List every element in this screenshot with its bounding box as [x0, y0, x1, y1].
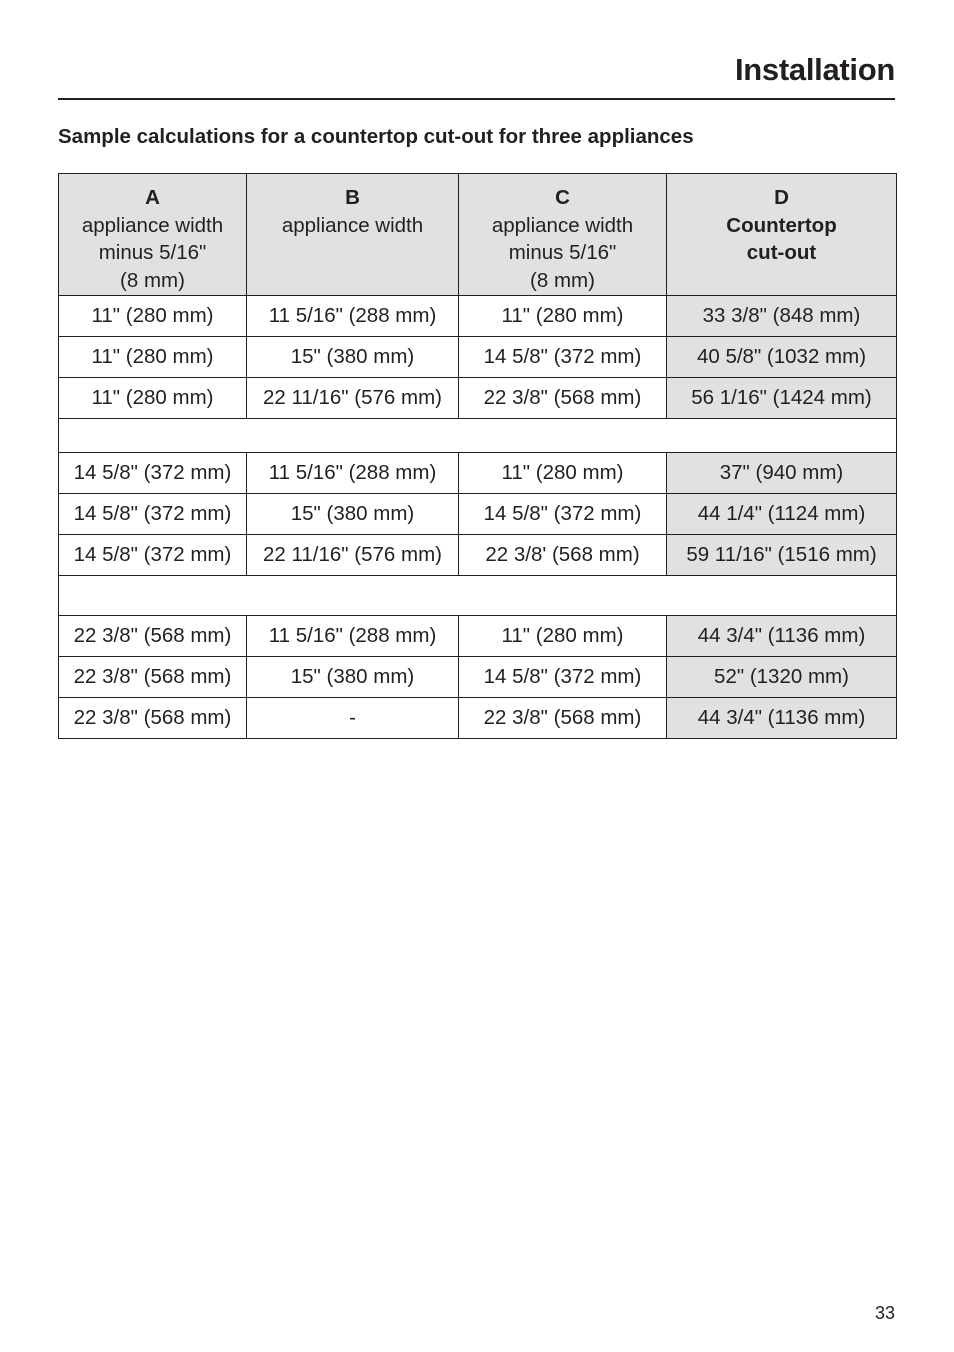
table-cell: 22 3/8" (568 mm)	[459, 378, 667, 419]
table-row	[59, 337, 897, 378]
column-header-d	[667, 174, 897, 296]
column-description-line: (8 mm)	[120, 268, 185, 292]
table-row	[59, 494, 897, 535]
cutout-cell: 52" (1320 mm)	[667, 657, 897, 698]
table-cell: -	[247, 698, 459, 739]
column-letter: C	[555, 186, 570, 209]
table-cell: 11 5/16" (288 mm)	[247, 453, 459, 494]
column-letter: A	[145, 186, 160, 209]
cutout-cell: 44 3/4" (1136 mm)	[667, 616, 897, 657]
column-header-c	[459, 174, 667, 296]
cutout-cell: 44 3/4" (1136 mm)	[667, 698, 897, 739]
table-row	[59, 535, 897, 576]
table-cell: 11" (280 mm)	[459, 453, 667, 494]
table-cell: 14 5/8" (372 mm)	[459, 494, 667, 535]
table-cell: 11" (280 mm)	[59, 337, 247, 378]
group-separator-row	[59, 576, 897, 616]
table-cell: 11" (280 mm)	[459, 616, 667, 657]
table-cell: 22 3/8" (568 mm)	[59, 698, 247, 739]
column-description-line: minus 5/16"	[508, 241, 617, 264]
page-title: Installation	[734, 52, 895, 87]
group-separator-cell	[59, 576, 897, 616]
table-cell: 22 11/16" (576 mm)	[247, 535, 459, 576]
cutout-cell: 56 1/16" (1424 mm)	[667, 378, 897, 419]
table-row	[59, 378, 897, 419]
table-cell: 22 3/8" (568 mm)	[59, 616, 247, 657]
column-header-a	[59, 174, 247, 296]
table-cell: 14 5/8" (372 mm)	[59, 453, 247, 494]
header-divider	[58, 98, 895, 100]
table-cell: 14 5/8" (372 mm)	[59, 535, 247, 576]
table-row	[59, 657, 897, 698]
cutout-cell: 44 1/4" (1124 mm)	[667, 494, 897, 535]
cutout-cell: 33 3/8" (848 mm)	[667, 296, 897, 337]
group-separator-row	[59, 419, 897, 453]
column-description-line: appliance width	[81, 213, 224, 237]
table-header-row	[59, 174, 897, 296]
table-cell: 22 3/8" (568 mm)	[459, 698, 667, 739]
table-row	[59, 698, 897, 739]
table-cell: 14 5/8" (372 mm)	[459, 337, 667, 378]
column-description-line: minus 5/16"	[98, 241, 207, 264]
table-cell: 11" (280 mm)	[459, 296, 667, 337]
column-letter: B	[345, 186, 360, 209]
column-description-line: cut-out	[746, 241, 817, 264]
cutout-cell: 59 11/16" (1516 mm)	[667, 535, 897, 576]
table-row	[59, 453, 897, 494]
table-cell: 11 5/16" (288 mm)	[247, 296, 459, 337]
table-cell: 15" (380 mm)	[247, 657, 459, 698]
group-separator-cell	[59, 419, 897, 453]
cutout-cell: 37" (940 mm)	[667, 453, 897, 494]
table-cell: 14 5/8" (372 mm)	[59, 494, 247, 535]
table-cell: 22 11/16" (576 mm)	[247, 378, 459, 419]
column-description-line: Countertop	[726, 213, 837, 237]
table-cell: 15" (380 mm)	[247, 337, 459, 378]
column-description-line: (8 mm)	[530, 268, 595, 292]
cutout-calculation-table	[58, 173, 897, 739]
cutout-cell: 40 5/8" (1032 mm)	[667, 337, 897, 378]
table-cell: 11" (280 mm)	[59, 296, 247, 337]
table-cell: 15" (380 mm)	[247, 494, 459, 535]
column-description-line: appliance width	[281, 213, 424, 237]
table-cell: 22 3/8' (568 mm)	[459, 535, 667, 576]
table-row	[59, 296, 897, 337]
table-row	[59, 616, 897, 657]
table-cell: 22 3/8" (568 mm)	[59, 657, 247, 698]
table-cell: 14 5/8" (372 mm)	[459, 657, 667, 698]
column-header-b	[247, 174, 459, 296]
table-cell: 11 5/16" (288 mm)	[247, 616, 459, 657]
column-description-line: appliance width	[491, 213, 634, 237]
column-letter: D	[774, 186, 789, 209]
page-number: 33	[874, 1303, 895, 1323]
table-cell: 11" (280 mm)	[59, 378, 247, 419]
section-heading: Sample calculations for a countertop cut-out for three appliances	[58, 125, 694, 148]
